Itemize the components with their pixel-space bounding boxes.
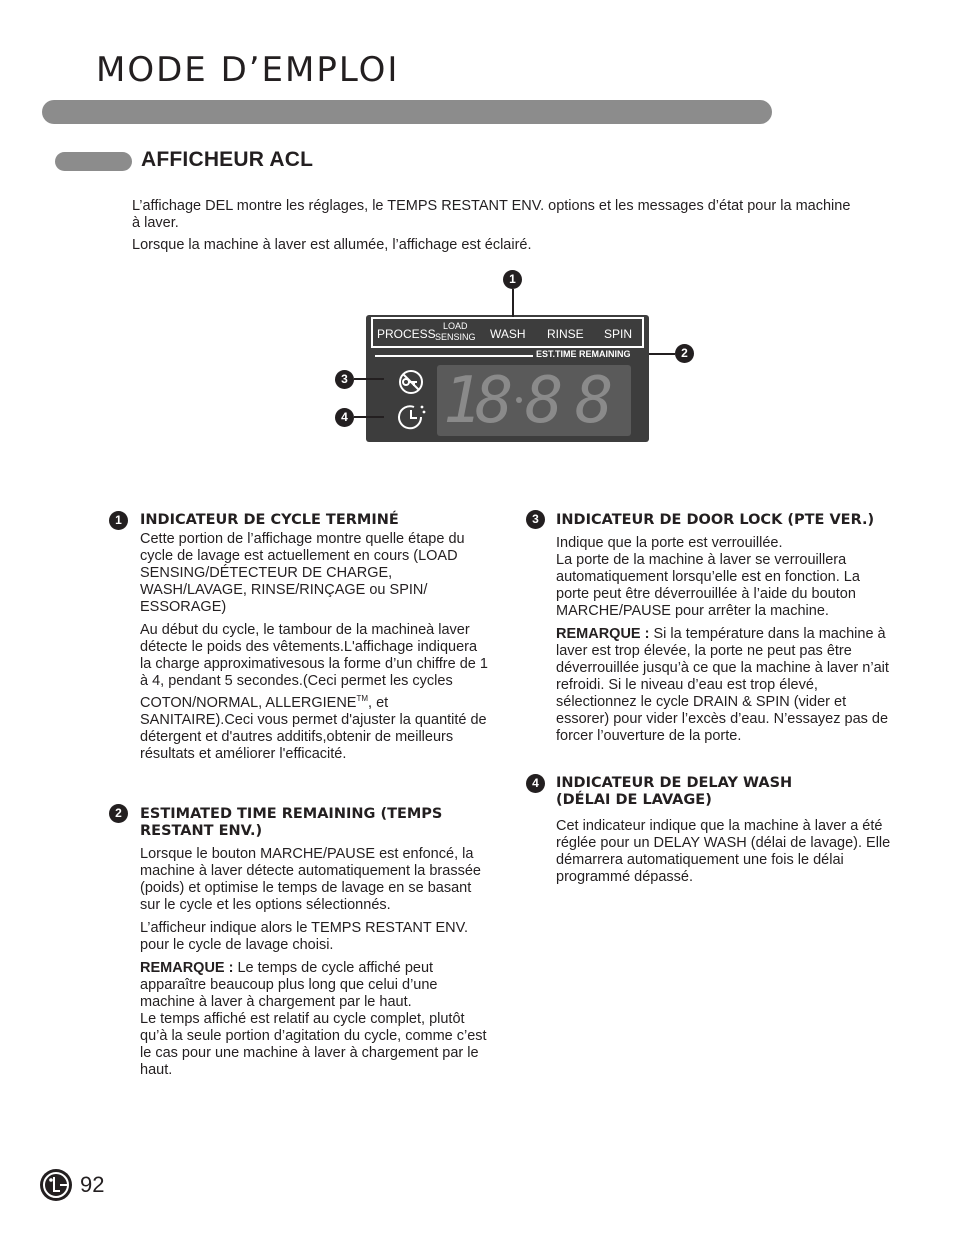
item-title-1: INDICATEUR DE CYCLE TERMINÉ [140, 512, 399, 528]
callout-badge-4: 4 [335, 408, 354, 427]
stage-spin: SPIN [604, 327, 633, 341]
item-1-paragraph-2-rest: , et SANITAIRE).Ceci vous permet d'ajuster la quantité de détergent et d'autres additifs,obtenir de meilleurs résultats et améliorer l'efficacité. [140, 694, 487, 762]
callout-3-leader [354, 378, 384, 380]
item-title-2: ESTIMATED TIME REMAINING (TEMPS RESTANT ENV.) [140, 806, 443, 839]
digit-4: 8 [575, 364, 614, 438]
section-title: AFFICHEUR ACL [141, 148, 314, 171]
item-1-paragraph-1: Cette portion de l’affichage montre quelle étape du cycle de lavage est actuellement en cours (LOAD SENSING/DÉTECTEUR DE CHARGE, WASH/LAVAGE, RINSE/RINÇAGE ou SPIN/ ESSORAGE) [140, 531, 465, 615]
cycle-stage-box [371, 317, 644, 348]
item-badge-2: 2 [109, 804, 128, 823]
digit-2: 8 [475, 364, 514, 438]
digit-1: 1 [443, 364, 482, 438]
intro-paragraph-2: Lorsque la machine à laver est allumée, l’affichage est éclairé. [132, 237, 532, 253]
time-digits-panel [437, 365, 631, 436]
lg-logo-icon [40, 1169, 72, 1201]
item-3-note-text: Si la température dans la machine à laver est trop élevée, la porte ne peut pas être déverrouillée jusqu’à ce que la machine à laver n’ait refroidi. Si le niveau d’eau est trop élevé, sélectionnez le cycle DRAIN & SPIN (vider et essorer) pour vider l’excès d’eau. N’essayez pas de forcer l’ouverture de la porte. [556, 626, 889, 744]
item-1-paragraph-2 [140, 622, 492, 763]
item-2-paragraph-4: Le temps affiché est relatif au cycle complet, plutôt qu’à la seule portion d’agitation du cycle, comme c’est le cas pour une machine à laver à chargement par le haut. [140, 1011, 487, 1078]
stage-load: LOAD [443, 321, 468, 331]
page-title: MODE D’EMPLOI [96, 50, 400, 90]
stage-wash: WASH [490, 327, 526, 341]
item-body-2 [140, 846, 492, 1079]
item-badge-4: 4 [526, 774, 545, 793]
callout-1-leader [512, 289, 514, 317]
lcd-icons [383, 363, 431, 435]
item-2-paragraph-1: Lorsque le bouton MARCHE/PAUSE est enfoncé, la machine à laver détecte automatiquement la brassée (poids) et optimise le temps de lavage en se basant sur le cycle et les options sélectionnés. [140, 846, 481, 913]
callout-badge-1: 1 [503, 270, 522, 289]
digit-3: 8 [525, 364, 564, 438]
est-time-line [375, 355, 533, 357]
delay-wash-icon [383, 363, 431, 435]
item-3-paragraph-1: Indique que la porte est verrouillée. [556, 535, 783, 551]
note-label: REMARQUE : [556, 626, 650, 642]
intro-paragraph-1: L’affichage DEL montre les réglages, le TEMPS RESTANT ENV. options et les messages d’état pour la machine à laver. [132, 198, 851, 231]
item-2-note-text: Le temps de cycle affiché peut apparaître beaucoup plus long que celui d’une machine à laver à chargement par le haut. [140, 960, 438, 1010]
item-2-paragraph-2: L’afficheur indique alors le TEMPS RESTANT ENV. pour le cycle de lavage choisi. [140, 920, 469, 953]
callout-4-leader [354, 416, 384, 418]
item-3-paragraph-2: La porte de la machine à laver se verrouillera automatiquement lorsqu’elle est en fonction. La porte peut être déverrouillée à l’aide du bouton MARCHE/PAUSE pour arrêter la machine. [556, 552, 860, 619]
callout-badge-2: 2 [675, 344, 694, 363]
item-badge-1: 1 [109, 511, 128, 530]
item-1-paragraph-2-text: Au début du cycle, le tambour de la machineà laver détecte le poids des vêtements.L'affichage indiquera la charge approximativesous la forme d’un chiffre de 1 à 4, pendant 5 secondes.(Ceci permet les cycles COTON/NORMAL, ALLERGIENE [140, 622, 488, 711]
time-separator-dot [516, 397, 522, 403]
item-title-4: INDICATEUR DE DELAY WASH (DÉLAI DE LAVAGE) [556, 775, 793, 808]
est-time-label: EST.TIME REMAINING [536, 349, 631, 359]
note-label: REMARQUE : [140, 960, 234, 976]
stage-process: PROCESS [377, 327, 436, 341]
lg-logo [40, 1169, 72, 1201]
callout-badge-3: 3 [335, 370, 354, 389]
item-badge-3: 3 [526, 510, 545, 529]
item-body-4 [556, 818, 896, 886]
trademark-superscript: TM [356, 694, 369, 703]
stage-rinse: RINSE [547, 327, 584, 341]
item-3-note [556, 626, 896, 745]
callout-2-leader [649, 353, 675, 355]
item-title-3: INDICATEUR DE DOOR LOCK (PTE VER.) [556, 512, 875, 528]
item-2-note [140, 960, 492, 1011]
item-body-1 [140, 531, 492, 769]
section-pill [55, 152, 132, 171]
stage-sensing: SENSING [435, 332, 476, 342]
item-4-paragraph-1: Cet indicateur indique que la machine à laver a été réglée pour un DELAY WASH (délai de lavage). Elle démarrera automatiquement une fois le délai programmé dépassé. [556, 818, 891, 885]
page-number: 92 [80, 1172, 105, 1197]
header-bar [42, 100, 772, 124]
item-body-3 [556, 535, 896, 745]
